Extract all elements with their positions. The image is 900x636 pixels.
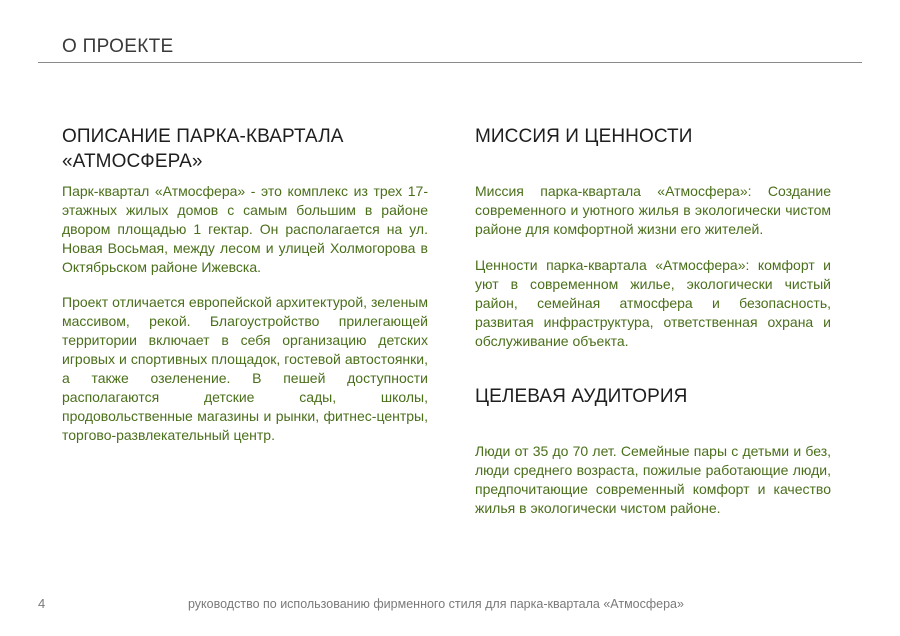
description-heading xyxy=(62,124,442,174)
footer-caption: руководство по использованию фирменного стиля для парка-квартала «Атмосфера» xyxy=(188,597,684,611)
audience-paragraph: Люди от 35 до 70 лет. Семейные пары с детьми и без, люди среднего возраста, пожилые работающие люди, предпочитающие современный комфорт и качество жилья в экологически чистом районе. xyxy=(475,443,831,516)
audience-heading: ЦЕЛЕВАЯ АУДИТОРИЯ xyxy=(475,386,688,407)
header-divider xyxy=(38,62,862,63)
description-heading-line2: «АТМОСФЕРА» xyxy=(62,151,203,172)
mission-paragraph: Миссия парка-квартала «Атмосфера»: Создание современного и уютного жилья в экологически чистом районе для комфортной жизни его жителей. xyxy=(475,183,831,237)
description-heading-line1: ОПИСАНИЕ ПАРКА-КВАРТАЛА xyxy=(62,126,344,147)
values-paragraph: Ценности парка-квартала «Атмосфера»: комфорт и уют в современном жилье, экологически чистый район, семейная атмосфера и безопасность, развитая инфраструктура, ответственная охрана и обслуживание объекта. xyxy=(475,257,831,349)
page-number: 4 xyxy=(38,596,46,611)
mission-heading: МИССИЯ И ЦЕННОСТИ xyxy=(475,126,693,147)
description-paragraph-2: Проект отличается европейской архитектурой, зеленым массивом, рекой. Благоустройство прилегающей территории включает в себя организацию детских игровых и спортивных площадок, гостевой автостоянки, а также озеленение. В пешей доступности располагаются детские сады, школы, продовольственные магазины и рынки, фитнес-центры, торгово-развлекательный центр. xyxy=(62,294,428,443)
page-title: О ПРОЕКТЕ xyxy=(62,36,174,57)
description-paragraph-1: Парк-квартал «Атмосфера» - это комплекс из трех 17-этажных жилых домов с самым большим в районе двором площадью 1 гектар. Он располагается на ул. Новая Восьмая, между лесом и улицей Холмогорова в Октябрьском районе Ижевска. xyxy=(62,183,428,275)
